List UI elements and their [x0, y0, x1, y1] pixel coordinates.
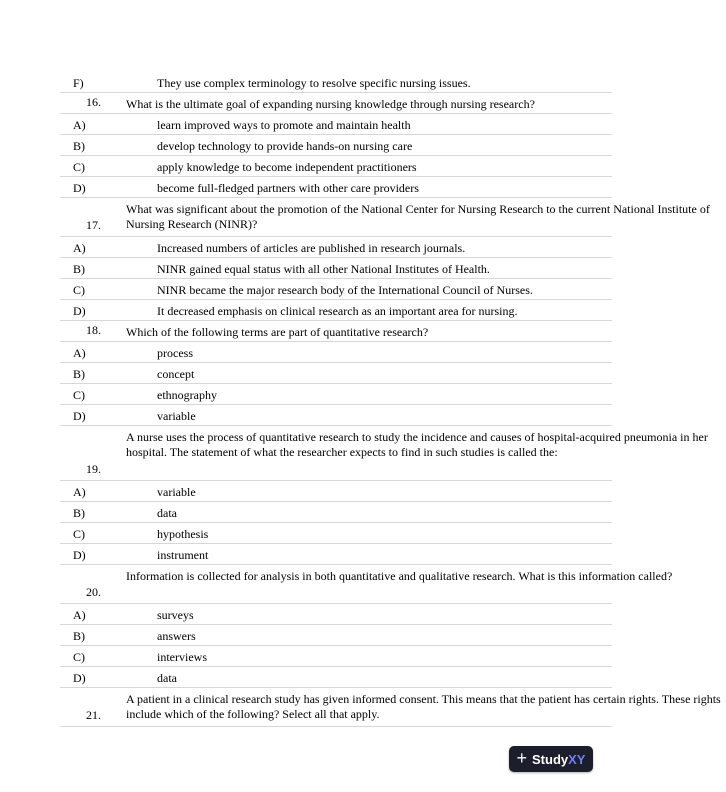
option-text: apply knowledge to become independent practitioners	[157, 160, 417, 174]
answer-option-row	[60, 156, 612, 177]
option-letter: A)	[73, 346, 86, 360]
answer-option-row	[60, 177, 612, 198]
option-text: surveys	[157, 608, 194, 622]
option-letter: C)	[73, 650, 85, 664]
option-letter: A)	[73, 485, 86, 499]
option-text: variable	[157, 409, 196, 423]
option-text: data	[157, 506, 177, 520]
answer-option-row	[60, 258, 612, 279]
option-letter: C)	[73, 388, 85, 402]
option-text: It decreased emphasis on clinical research as an important area for nursing.	[157, 304, 518, 318]
option-text: Increased numbers of articles are published in research journals.	[157, 241, 466, 255]
option-letter: B)	[73, 367, 85, 381]
question-number: 18.	[86, 323, 101, 337]
option-text: variable	[157, 485, 196, 499]
answer-option-row	[60, 405, 612, 426]
answer-option-row	[60, 237, 612, 258]
option-text: concept	[157, 367, 195, 381]
option-letter: B)	[73, 262, 85, 276]
question-row	[60, 321, 612, 342]
answer-option-row	[60, 523, 612, 544]
option-letter: C)	[73, 283, 85, 297]
plus-icon: +	[516, 748, 528, 768]
answer-option-row	[60, 72, 612, 93]
option-letter: A)	[73, 118, 86, 132]
question-number: 21.	[86, 708, 101, 722]
answer-option-row	[60, 114, 612, 135]
question-row	[60, 93, 612, 114]
option-letter: A)	[73, 608, 86, 622]
answer-option-row	[60, 502, 612, 523]
answer-option-row	[60, 604, 612, 625]
question-row	[60, 198, 710, 237]
answer-option-row	[60, 481, 612, 502]
answer-option-row	[60, 135, 612, 156]
question-number: 16.	[86, 95, 101, 109]
option-text: NINR gained equal status with all other National Institutes of Health.	[157, 262, 490, 276]
studyxy-badge[interactable]	[509, 746, 593, 772]
option-text: ethnography	[157, 388, 217, 402]
question-number: 20.	[86, 585, 101, 599]
answer-option-row	[60, 646, 612, 667]
answer-option-row	[60, 363, 612, 384]
question-number: 19.	[86, 462, 101, 476]
question-row	[60, 426, 708, 481]
option-letter: D)	[73, 671, 86, 685]
answer-option-row	[60, 384, 612, 405]
question-text: What is the ultimate goal of expanding nursing knowledge through nursing research?	[126, 97, 535, 111]
option-letter: B)	[73, 139, 85, 153]
question-row	[60, 688, 721, 727]
option-letter: A)	[73, 241, 86, 255]
option-text: NINR became the major research body of the International Council of Nurses.	[157, 283, 533, 297]
answer-option-row	[60, 342, 612, 363]
option-text: instrument	[157, 548, 209, 562]
option-letter: C)	[73, 160, 85, 174]
question-text: Which of the following terms are part of quantitative research?	[126, 325, 429, 339]
answer-option-row	[60, 625, 612, 646]
option-letter: B)	[73, 629, 85, 643]
option-text: become full-fledged partners with other care providers	[157, 181, 419, 195]
option-text: learn improved ways to promote and maintain health	[157, 118, 411, 132]
answer-option-row	[60, 300, 612, 321]
answer-option-row	[60, 279, 612, 300]
option-text: hypothesis	[157, 527, 209, 541]
option-text: develop technology to provide hands-on nursing care	[157, 139, 413, 153]
question-row	[60, 565, 673, 604]
option-text: They use complex terminology to resolve specific nursing issues.	[157, 76, 471, 90]
answer-option-row	[60, 544, 612, 565]
question-table	[60, 72, 721, 727]
answer-option-row	[60, 667, 612, 688]
question-text: Information is collected for analysis in both quantitative and qualitative research. What is this information called?	[126, 569, 673, 583]
question-text: A nurse uses the process of quantitative research to study the incidence and causes of hospital-acquired pneumonia in her hospital. The statement of what the researcher expects to find in such studies is called the:	[126, 430, 708, 459]
option-letter: B)	[73, 506, 85, 520]
option-text: data	[157, 671, 177, 685]
option-letter: D)	[73, 304, 86, 318]
question-text: A patient in a clinical research study has given informed consent. This means that the patient has certain rights. These rights include which of the following? Select all that apply.	[126, 692, 721, 721]
question-text: What was significant about the promotion of the National Center for Nursing Research to the current National Institute of Nursing Research (NINR)?	[126, 202, 710, 231]
brand-name: StudyXY	[532, 751, 586, 767]
option-letter: D)	[73, 181, 86, 195]
option-letter: F)	[73, 76, 84, 90]
option-letter: C)	[73, 527, 85, 541]
option-letter: D)	[73, 409, 86, 423]
question-number: 17.	[86, 218, 101, 232]
option-letter: D)	[73, 548, 86, 562]
option-text: answers	[157, 629, 196, 643]
option-text: process	[157, 346, 193, 360]
option-text: interviews	[157, 650, 207, 664]
